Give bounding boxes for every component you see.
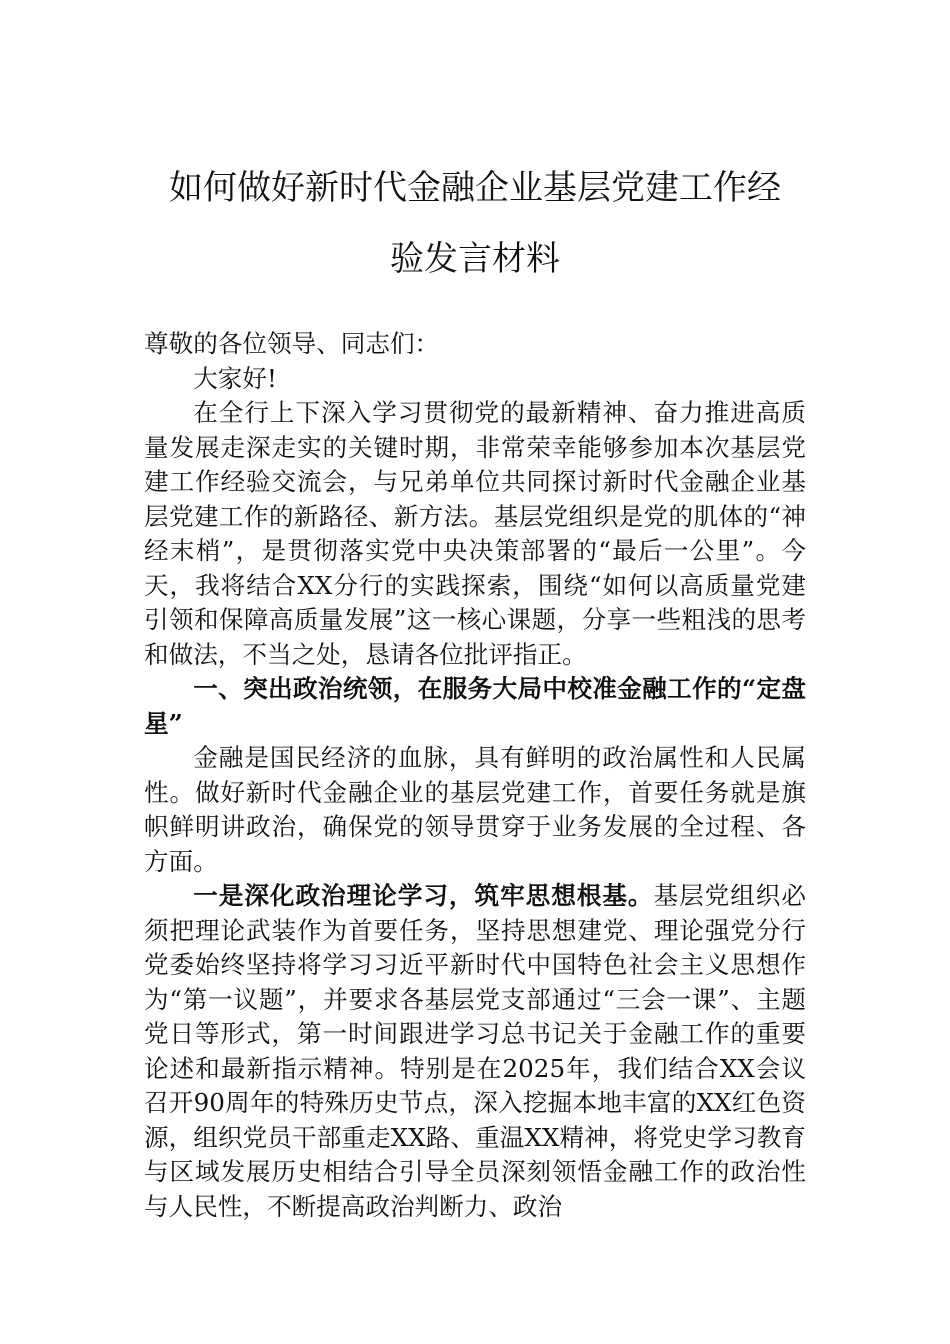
point-1-text: 基层党组织必须把理论武装作为首要任务，坚持思想建党、理论强党分行党委始终坚持将学习习近平新时代中国特色社会主义思想作为“第一议题”，并要求各基层党支部通过“三会一课”、主题党日等形式，第一时间跟进学习总书记关于金融工作的重要论述和最新指示精神。特别是在2025年，我们结合XX会议召开90周年的特殊历史节点，深入挖掘本地丰富的XX红色资源，组织党员干部重走XX路、重温XX精神，将党史学习教育与区域发展历史相结合引导全员深刻领悟金融工作的政治性与人民性，不断提高政治判断力、政治 — [144, 881, 806, 1221]
section-1-paragraph: 金融是国民经济的血脉，具有鲜明的政治属性和人民属性。做好新时代金融企业的基层党建工作，首要任务就是旗帜鲜明讲政治，确保党的领导贯穿于业务发展的全过程、各方面。 — [144, 743, 806, 876]
point-1-paragraph — [144, 879, 806, 1224]
point-1-lead: 一是深化政治理论学习，筑牢思想根基。 — [193, 881, 654, 910]
document-body — [144, 327, 806, 1224]
section-1-heading: 一、突出政治统领，在服务大局中校准金融工作的“定盘星” — [144, 674, 806, 738]
document-title-line-2: 验发言材料 — [390, 239, 560, 279]
greeting: 大家好! — [193, 363, 277, 393]
document-title-line-1: 如何做好新时代金融企业基层党建工作经 — [169, 168, 781, 208]
salutation: 尊敬的各位领导、同志们： — [144, 329, 440, 358]
intro-paragraph: 在全行上下深入学习贯彻党的最新精神、奋力推进高质量发展走深走实的关键时期，非常荣幸能够参加本次基层党建工作经验交流会，与兄弟单位共同探讨新时代金融企业基层党建工作的新路径、新方法。基层党组织是党的肌体的“神经末梢”，是贯彻落实党中央决策部署的“最后一公里”。今天，我将结合XX分行的实践探索，围绕“如何以高质量党建引领和保障高质量发展”这一核心课题，分享一些粗浅的思考和做法，不当之处，恳请各位批评指正。 — [144, 398, 806, 669]
